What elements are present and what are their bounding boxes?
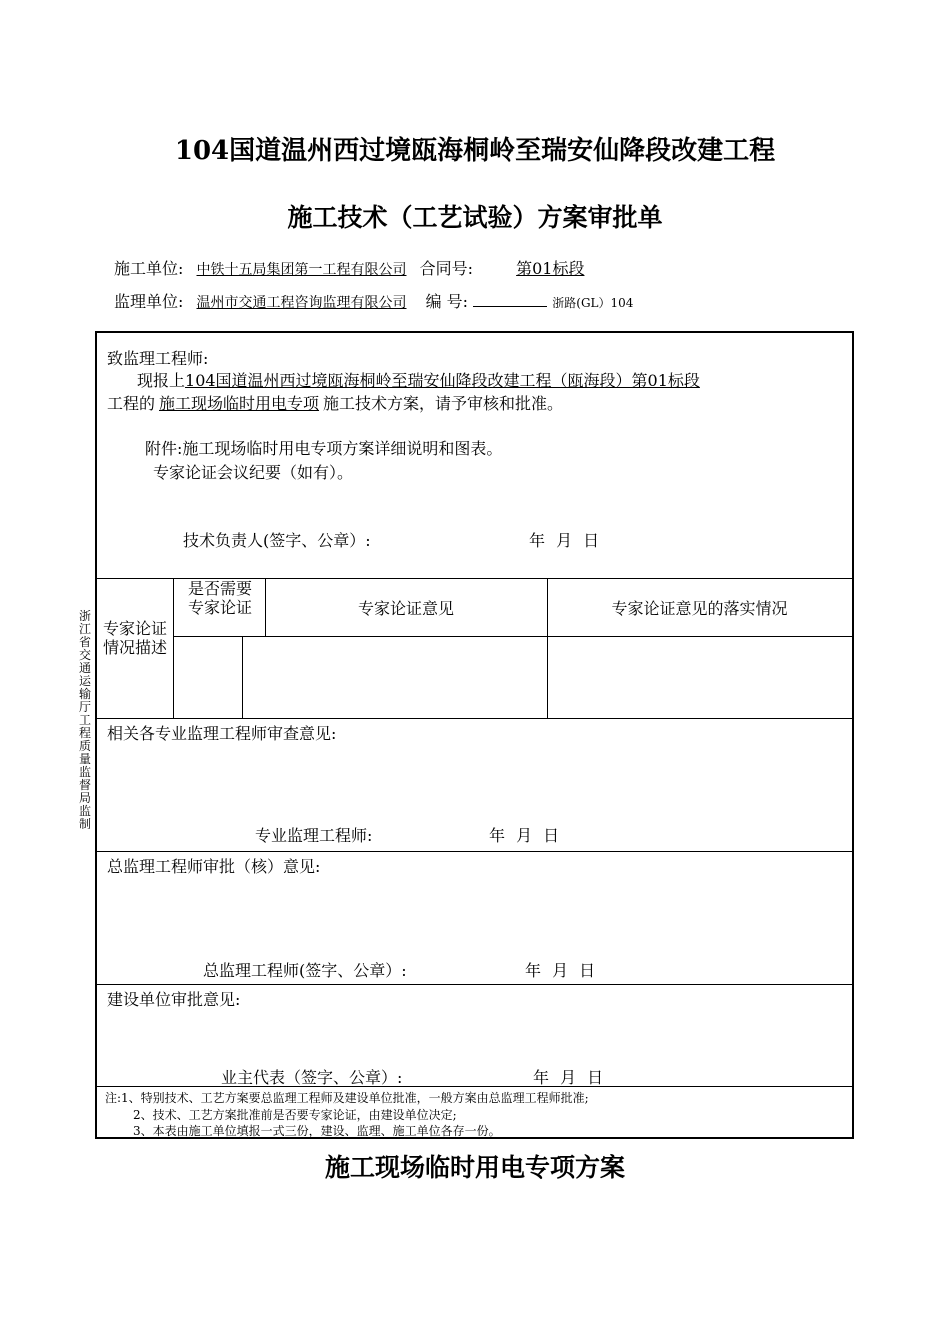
row-divider-4 — [97, 984, 852, 985]
expert-needed-header: 是否需要专家论证 — [187, 579, 252, 617]
serial-blank — [473, 292, 547, 307]
specialist-signature: 专业监理工程师: — [255, 826, 373, 845]
chief-signature: 总监理工程师(签字、公章）: — [203, 961, 407, 980]
col-divider-b2 — [242, 636, 243, 718]
note-1: 注:1、特别技术、工艺方案要总监理工程师及建设单位批准，一般方案由总监理工程师批准; — [105, 1091, 589, 1105]
note-3: 3、本表由施工单位填报一式三份，建设、监理、施工单位各存一份。 — [133, 1124, 501, 1138]
contractor-label: 施工单位: — [114, 259, 184, 278]
expert-review-label: 专家论证情况描述 — [102, 619, 167, 657]
tech-lead-signature: 技术负责人(签字、公章）: — [183, 531, 371, 550]
chief-date: 年 月 日 — [525, 961, 596, 980]
serial-label: 编 号: — [425, 292, 469, 311]
chief-review-title: 总监理工程师审批（核）意见: — [107, 857, 321, 876]
contractor-value: 中铁十五局集团第一工程有限公司 — [196, 262, 407, 278]
supervisor-value: 温州市交通工程咨询监理有限公司 — [196, 295, 407, 311]
contractor-row — [114, 256, 630, 279]
attachment-1: 附件:施工现场临时用电专项方案详细说明和图表。 — [145, 439, 503, 458]
row-divider-2 — [97, 718, 852, 719]
row-divider-5 — [97, 1086, 852, 1087]
col-divider-a — [173, 578, 174, 718]
contract-no-label: 合同号: — [419, 259, 473, 278]
supervisor-label: 监理单位: — [114, 292, 184, 311]
work-prefix: 工程的 — [107, 394, 156, 413]
plan-section-title: 施工现场临时用电专项方案 — [324, 1153, 625, 1182]
submission-prefix: 现报上 — [137, 371, 186, 390]
addressee: 致监理工程师: — [107, 349, 209, 368]
contract-no-value: 第01标段 — [516, 259, 585, 278]
project-name: 104国道温州西过境瓯海桐岭至瑞安仙降段改建工程（瓯海段）第01标段 — [185, 371, 700, 390]
plan-item: 施工现场临时用电专项 — [159, 394, 320, 413]
issuer-side-text: 浙江省交通运输厅工程质量监督局监制 — [78, 609, 91, 831]
attachment-2: 专家论证会议纪要（如有）。 — [153, 463, 354, 482]
note-2: 2、技术、工艺方案批准前是否要专家论证，由建设单位决定; — [133, 1108, 457, 1122]
expert-implementation-header: 专家论证意见的落实情况 — [611, 599, 788, 618]
approval-form-table — [95, 331, 854, 1139]
specialist-review-title: 相关各专业监理工程师审查意见: — [107, 724, 337, 743]
row-divider-3 — [97, 851, 852, 852]
row-divider-expert-header — [173, 636, 852, 637]
work-suffix: 施工技术方案，请予审核和批准。 — [323, 394, 564, 413]
owner-review-title: 建设单位审批意见: — [107, 990, 241, 1009]
document-title: 104国道温州西过境瓯海桐岭至瑞安仙降段改建工程 — [174, 136, 776, 166]
submission-line-1 — [137, 368, 700, 391]
owner-signature: 业主代表（签字、公章）: — [221, 1068, 403, 1087]
expert-opinion-header: 专家论证意见 — [357, 599, 454, 618]
submission-line-2 — [107, 391, 563, 414]
serial-value: 浙路(GL）104 — [552, 296, 634, 310]
supervisor-row — [114, 289, 633, 312]
owner-date: 年 月 日 — [533, 1068, 604, 1087]
specialist-date: 年 月 日 — [489, 826, 560, 845]
tech-lead-date: 年 月 日 — [529, 531, 600, 550]
form-title: 施工技术（工艺试验）方案审批单 — [287, 203, 663, 232]
